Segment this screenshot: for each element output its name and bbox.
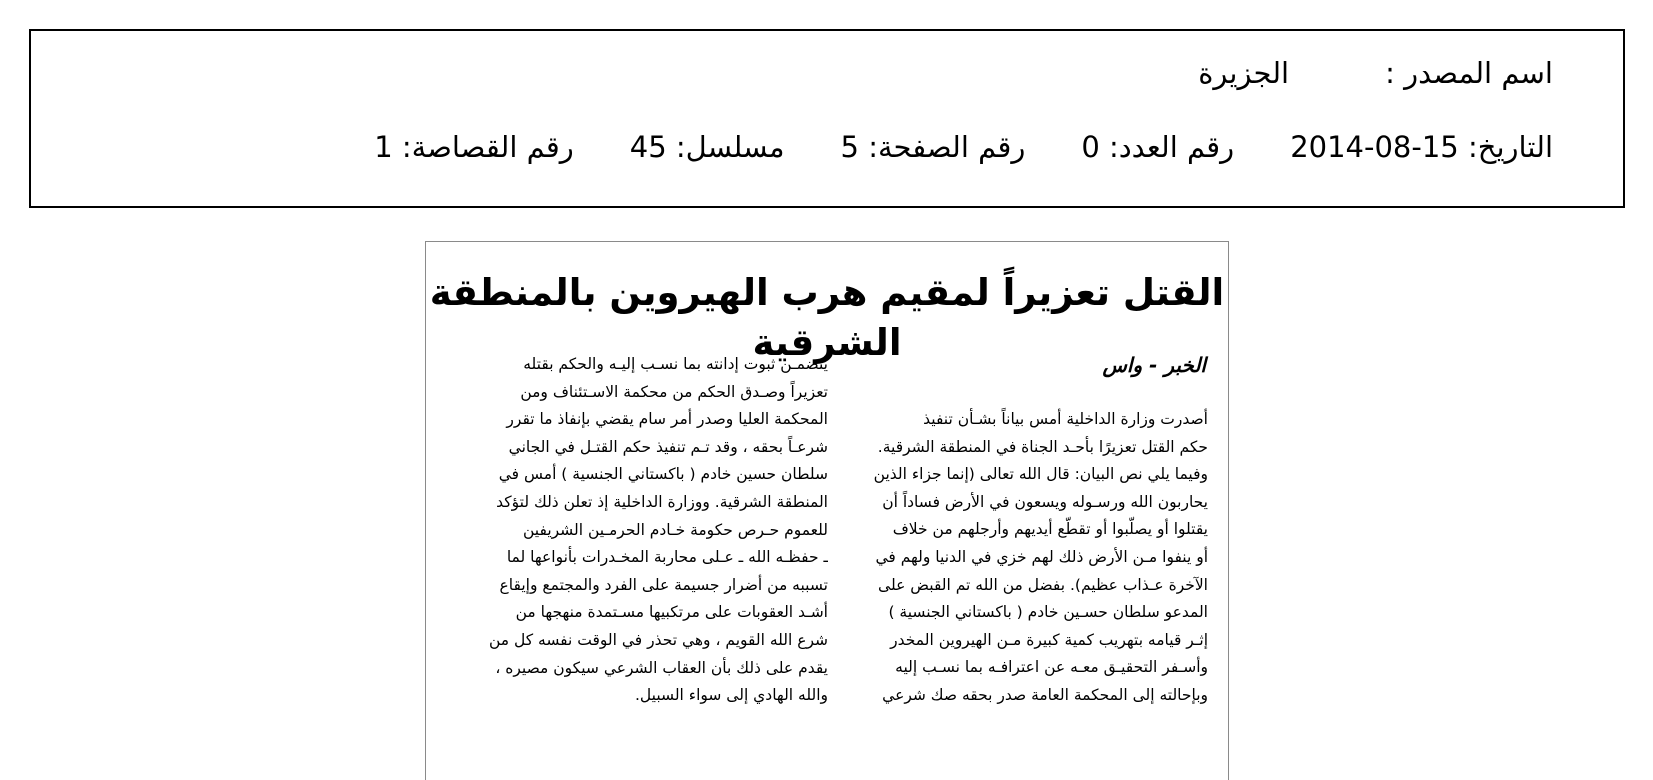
article-text-line: وفيما يلي نص البيان: قال الله تعالى (إنما جزاء الذين [873, 465, 1208, 484]
article-text-line: ـ حفظـه الله ـ عـلى محاربة المخـدرات بأنواعها لما [506, 548, 828, 567]
article-text-line: يحاربون الله ورسـوله ويسعون في الأرض فساداً أن [882, 492, 1208, 511]
article-text-line: شرع الله القويم ، وهي تحذر في الوقت نفسه كل من [488, 630, 828, 649]
article-text-line: يقدم على ذلك بأن العقاب الشرعي سيكون مصيره ، [495, 658, 828, 677]
source-label: اسم المصدر : [1385, 56, 1553, 90]
article-text-line: أشـد العقوبات على مرتكبيها مسـتمدة منهجها من [515, 603, 828, 622]
article-text-line: الآخرة عـذاب عظيم). بفضل من الله تم القبض على [878, 575, 1208, 594]
article-text-line: يتضمـن ثبوت إدانته بما نسـب إليـه والحكم بقتله [523, 355, 828, 373]
article-text-line: يقتلوا أو يصلّبوا أو تقطّع أيديهم وأرجلهم من خلاف [892, 520, 1208, 539]
page-value: 5 [840, 130, 859, 164]
clip-value: 1 [374, 130, 393, 164]
article-text-line: أو ينفوا مـن الأرض ذلك لهم خزي في الدنيا ولهم في [875, 547, 1208, 566]
clip-label: رقم القصاصة: [401, 130, 574, 164]
source-value: الجزيرة [1198, 56, 1290, 90]
article-text-line: أصدرت وزارة الداخلية أمس بياناً بشـأن تنفيذ [923, 410, 1208, 428]
source-metadata-box [29, 29, 1625, 208]
date-value: 2014-08-15 [1290, 130, 1459, 164]
article-text-line: والله الهادي إلى سواء السبيل. [634, 686, 828, 705]
source-line [1198, 55, 1553, 91]
article-text-line: المحكمة العليا وصدر أمر سام يقضي بإنفاذ ما تقرر [506, 410, 828, 429]
date-label: التاريخ: [1467, 130, 1553, 164]
article-text-line: حكم القتل تعزيرًا بأحـد الجناة في المنطقة الشرقية. [877, 437, 1208, 456]
article-text-line: المنطقة الشرقية. ووزارة الداخلية إذ تعلن ذلك لتؤكد [496, 492, 828, 511]
article-byline: الخبر - واس [1102, 353, 1206, 377]
serial-value: 45 [629, 130, 667, 164]
article-text-line: المدعو سلطان حسـين خادم ( باكستاني الجنسية ) [888, 603, 1208, 622]
article-text-line: تسببه من أضرار جسيمة على الفرد والمجتمع وإيقاع [499, 575, 828, 594]
newspaper-clipping [425, 241, 1229, 780]
serial-label: مسلسل: [675, 130, 785, 164]
article-text-line: سلطان حسين خادم ( باكستاني الجنسية ) أمس في [498, 465, 828, 484]
article-text-line: إثـر قيامه بتهريب كمية كبيرة مـن الهيروين المخدر [890, 630, 1208, 649]
details-line [374, 129, 1553, 165]
article-headline: القتل تعزيراً لمقيم هرب الهيروين بالمنطقة الشرقية [429, 271, 1225, 364]
article-text-line: للعموم حـرص حكومة خـادم الحرمـين الشريفين [523, 520, 828, 539]
page-label: رقم الصفحة: [868, 130, 1026, 164]
issue-value: 0 [1081, 130, 1100, 164]
article-column-right [850, 406, 1208, 710]
issue-label: رقم العدد: [1109, 130, 1235, 164]
article-text-line: شرعـاً بحقه ، وقد تـم تنفيذ حكم القتـل في الجاني [508, 437, 828, 456]
article-column-left [462, 351, 828, 710]
article-text-line: تعزيراً وصـدق الحكم من محكمة الاسـتئناف ومن [520, 382, 828, 401]
article-text-line: وأسـفر التحقيـق معـه عن اعترافـه بما نسـب إليه [895, 658, 1208, 677]
article-text-line: وبإحالته إلى المحكمة العامة صدر بحقه صك شرعي [882, 685, 1208, 704]
